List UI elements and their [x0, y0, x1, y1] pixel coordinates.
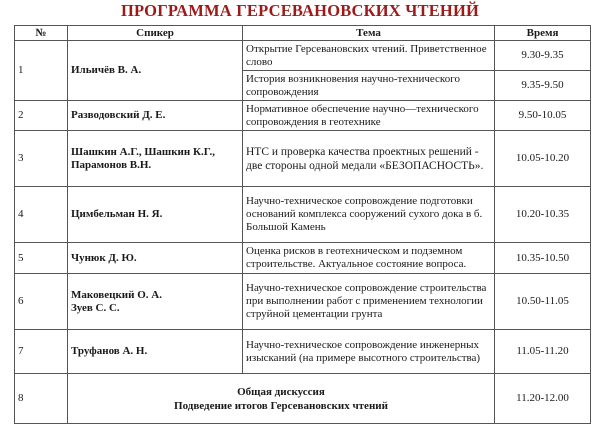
header-time: Время	[495, 26, 591, 41]
header-num: №	[15, 26, 68, 41]
final-discussion-cell	[68, 374, 495, 424]
speaker-name: Шашкин А.Г., Шашкин К.Г.,	[71, 145, 215, 158]
speaker-cell	[68, 131, 243, 187]
table-row	[15, 274, 591, 330]
table-row	[15, 187, 591, 243]
topic-cell: Нормативное обеспечение научно—технического сопровождения в геотехнике	[243, 101, 495, 131]
time-cell: 10.50-11.05	[495, 274, 591, 330]
table-row	[15, 374, 591, 424]
speaker-cell	[68, 274, 243, 330]
row-number: 1	[15, 41, 68, 101]
row-number: 5	[15, 243, 68, 274]
speaker-cell	[68, 101, 243, 131]
speaker-name: Разводовский Д. Е.	[71, 109, 166, 121]
table-row	[15, 41, 591, 71]
time-cell: 10.20-10.35	[495, 187, 591, 243]
speaker-name: Маковецкий О. А.	[71, 288, 162, 301]
speaker-name: Ильичёв В. А.	[71, 64, 142, 76]
final-line-2: Подведение итогов Герсевановских чтений	[174, 399, 388, 412]
time-cell: 9.30-9.35	[495, 41, 591, 71]
table-row	[15, 131, 591, 187]
row-number: 8	[15, 374, 68, 424]
speaker-cell	[68, 41, 243, 101]
table-row	[15, 243, 591, 274]
time-cell: 9.50-10.05	[495, 101, 591, 131]
speaker-name: Парамонов В.Н.	[71, 158, 152, 171]
time-cell: 10.05-10.20	[495, 131, 591, 187]
time-cell: 11.20-12.00	[495, 374, 591, 424]
time-cell: 9.35-9.50	[495, 71, 591, 101]
speaker-name: Цимбельман Н. Я.	[71, 208, 163, 220]
header-topic: Тема	[243, 26, 495, 41]
page-title: ПРОГРАММА ГЕРСЕВАНОВСКИХ ЧТЕНИЙ	[120, 1, 480, 20]
speaker-cell	[68, 243, 243, 274]
row-number: 6	[15, 274, 68, 330]
topic-cell: Открытие Герсевановских чтений. Приветственное слово	[243, 41, 495, 71]
topic-cell: История возникновения научно-технического сопровождения	[243, 71, 495, 101]
topic-cell: Научно-техническое сопровождение строительства при выполнении работ с применением технологии струйной цементации грунта	[243, 274, 495, 330]
program-table	[14, 25, 591, 424]
row-number: 7	[15, 330, 68, 374]
row-number: 3	[15, 131, 68, 187]
topic-cell: Научно-техническое сопровождение подготовки оснований комплекса сооружений сухого дока в б. Большой Камень	[243, 187, 495, 243]
topic-cell: Научно-техническое сопровождение инженерных изысканий (на примере высотного строительства)	[243, 330, 495, 374]
final-line-1: Общая дискуссия	[237, 385, 325, 398]
speaker-name: Труфанов А. Н.	[71, 345, 148, 357]
table-header-row	[15, 26, 591, 41]
table-row	[15, 330, 591, 374]
speaker-name: Чунюк Д. Ю.	[71, 251, 137, 264]
row-number: 2	[15, 101, 68, 131]
time-cell: 11.05-11.20	[495, 330, 591, 374]
table-row	[15, 101, 591, 131]
speaker-name: Зуев С. С.	[71, 301, 120, 314]
speaker-cell	[68, 187, 243, 243]
time-cell: 10.35-10.50	[495, 243, 591, 274]
topic-cell: НТС и проверка качества проектных решений - две стороны одной медали «БЕЗОПАСНОСТЬ».	[243, 131, 495, 187]
row-number: 4	[15, 187, 68, 243]
topic-cell: Оценка рисков в геотехническом и подземном строительстве. Актуальное состояние вопроса.	[243, 243, 495, 274]
header-speaker: Спикер	[68, 26, 243, 41]
speaker-cell	[68, 330, 243, 374]
